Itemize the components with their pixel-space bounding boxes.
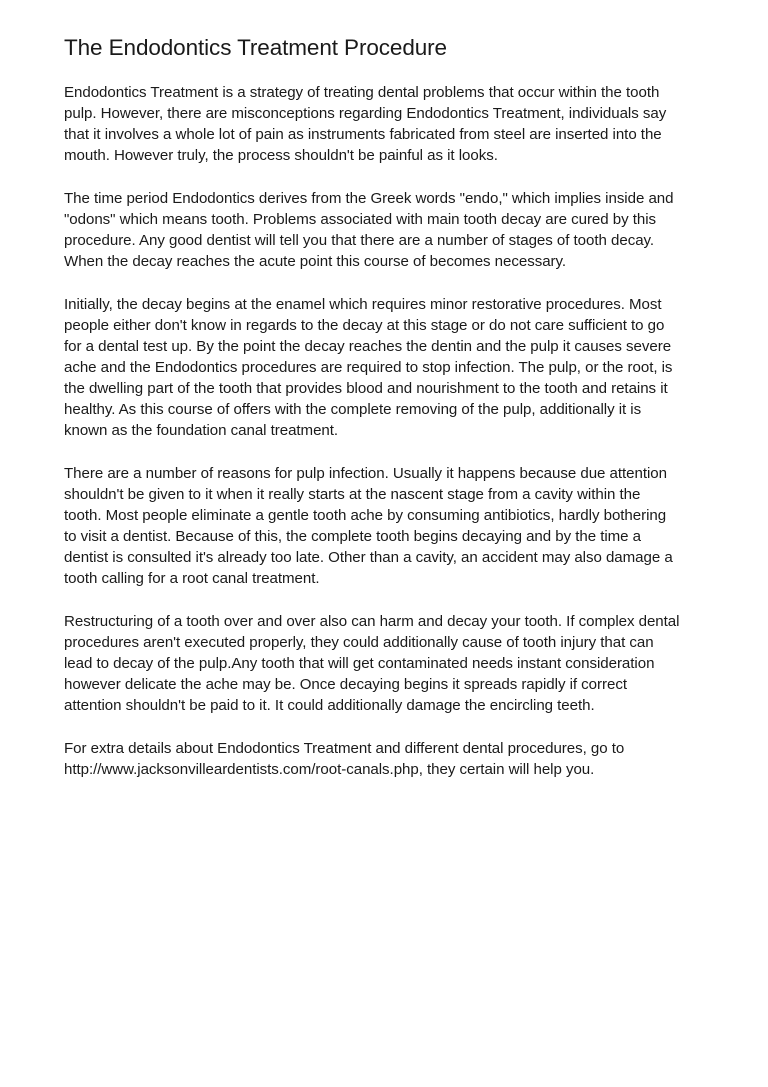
text-line: There are a number of reasons for pulp infection. Usually it happens because due attention	[64, 465, 667, 482]
text-line: dentist is consulted it's already too late. Other than a cavity, an accident may also damage a	[64, 549, 673, 566]
text-line: When the decay reaches the acute point this course of becomes necessary.	[64, 253, 567, 270]
text-line: for a dental test up. By the point the decay reaches the dentin and the pulp it causes severe	[64, 338, 672, 355]
text-line: procedures aren't executed properly, they could additionally cause of tooth injury that can	[64, 634, 654, 651]
text-line: procedure. Any good dentist will tell you that there are a number of stages of tooth decay.	[64, 232, 655, 249]
text-line: lead to decay of the pulp.Any tooth that will get contaminated needs instant consideration	[64, 655, 655, 672]
text-line: known as the foundation canal treatment.	[64, 422, 339, 439]
document-page	[64, 33, 714, 802]
paragraph	[64, 611, 714, 716]
text-line: Endodontics Treatment is a strategy of treating dental problems that occur within the tooth	[64, 84, 660, 101]
paragraph	[64, 463, 714, 589]
text-line: Restructuring of a tooth over and over also can harm and decay your tooth. If complex dental	[64, 613, 680, 630]
text-line: tooth. Most people eliminate a gentle tooth ache by consuming antibiotics, hardly bothering	[64, 507, 667, 524]
text-line: tooth calling for a root canal treatment.	[64, 570, 320, 587]
text-line: "odons" which means tooth. Problems associated with main tooth decay are cured by this	[64, 211, 657, 228]
text-line: mouth. However truly, the process shouldn't be painful as it looks.	[64, 147, 498, 164]
text-line: pulp. However, there are misconceptions regarding Endodontics Treatment, individuals say	[64, 105, 667, 122]
text-line: For extra details about Endodontics Treatment and different dental procedures, go to	[64, 740, 625, 757]
paragraph	[64, 738, 714, 780]
paragraph	[64, 294, 714, 441]
text-line: healthy. As this course of offers with the complete removing of the pulp, additionally it is	[64, 401, 642, 418]
text-line: that it involves a whole lot of pain as instruments fabricated from steel are inserted into the	[64, 126, 662, 143]
text-line: attention shouldn't be paid to it. It could additionally damage the encircling teeth.	[64, 697, 595, 714]
text-line: The time period Endodontics derives from the Greek words "endo," which implies inside and	[64, 190, 674, 207]
paragraph	[64, 188, 714, 272]
page-title: The Endodontics Treatment Procedure	[64, 35, 447, 60]
text-line: Initially, the decay begins at the enamel which requires minor restorative procedures. Most	[64, 296, 662, 313]
text-line: however delicate the ache may be. Once decaying begins it spreads rapidly if correct	[64, 676, 627, 693]
text-line: ache and the Endodontics procedures are required to stop infection. The pulp, or the root, is	[64, 359, 673, 376]
document-body	[64, 82, 714, 780]
text-line: the dwelling part of the tooth that provides blood and nourishment to the tooth and retains it	[64, 380, 668, 397]
paragraph	[64, 82, 714, 166]
text-line: http://www.jacksonvilleardentists.com/root-canals.php, they certain will help you.	[64, 761, 595, 778]
text-line: to visit a dentist. Because of this, the complete tooth begins decaying and by the time a	[64, 528, 642, 545]
text-line: shouldn't be given to it when it really starts at the nascent stage from a cavity within the	[64, 486, 641, 503]
text-line: people either don't know in regards to the decay at this stage or do not care sufficient to go	[64, 317, 665, 334]
